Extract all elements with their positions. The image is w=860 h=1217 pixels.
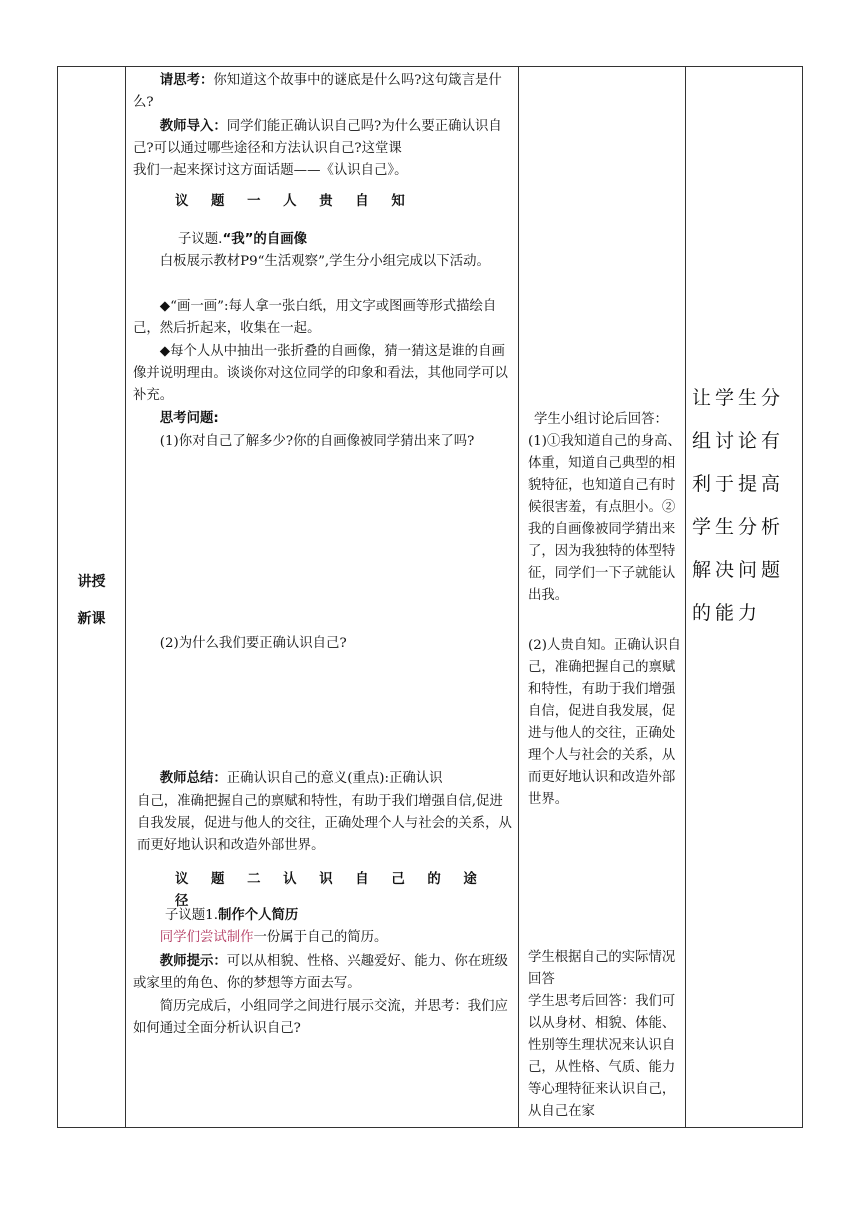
subtopic-two-prefix: 子议题1. bbox=[165, 908, 218, 923]
think-text: 你知道这个故事中的谜底是什么吗?这句箴言是什么? bbox=[133, 73, 502, 110]
lesson-plan-table bbox=[57, 66, 803, 1128]
student-answer-four: 学生思考后回答：我们可以从身材、相貌、体能、性别等生理状况来认识自己，从性格、气质、能力等心理特征来认识自己，从自己在家 bbox=[528, 994, 676, 1119]
column-divider bbox=[518, 67, 519, 1127]
student-answer-three: 学生根据自己的实际情况回答 bbox=[528, 950, 676, 987]
subtopic-two bbox=[165, 905, 515, 927]
think-label: 请思考： bbox=[159, 73, 214, 88]
column-divider bbox=[685, 67, 686, 1127]
summary-line bbox=[133, 768, 515, 790]
question-one: (1)你对自己了解多少?你的自画像被同学猜出来了吗? bbox=[159, 434, 475, 449]
intro-text: 同学们能正确认识自己吗?为什么要正确认识自己?可以通过哪些途径和方法认识自己?这堂课 bbox=[133, 119, 502, 156]
question-two: (2)为什么我们要正确认识自己? bbox=[159, 636, 347, 651]
subtopic-one-prefix: 子议题. bbox=[178, 232, 223, 247]
design-intent-text: 让学生分组讨论有利于提高学生分析解决问题的能力 bbox=[692, 387, 785, 624]
draw-activity: ◆“画一画”:每人拿一张白纸，用文字或图画等形式描绘自己，然后折起来，收集在一起。 bbox=[133, 299, 497, 336]
summary-label: 教师总结： bbox=[159, 771, 227, 786]
resume-highlight: 同学们尝试制作 bbox=[159, 930, 254, 945]
tip-text: 可以从相貌、性格、兴趣爱好、能力、你在班级或家里的角色、你的梦想等方面去写。 bbox=[133, 954, 508, 991]
resume-text: 一份属于自己的简历。 bbox=[253, 930, 388, 945]
row-label-line2: 新课 bbox=[77, 611, 106, 627]
resume-exchange: 简历完成后，小组同学之间进行展示交流，并思考：我们应如何通过全面分析认识自己? bbox=[133, 999, 508, 1036]
student-answer-intro: 学生小组讨论后回答： bbox=[534, 412, 668, 427]
summary-continuation: 自己，准确把握自己的禀赋和特性，有助于我们增强自信,促进自我发展，促进与他人的交往，正确处理个人与社会的关系，从而更好地认识和改造外部世界。 bbox=[137, 794, 512, 853]
subtopic-one bbox=[178, 229, 515, 251]
think-paragraph bbox=[133, 70, 515, 114]
question-label: 思考问题: bbox=[159, 411, 219, 426]
teacher-tip bbox=[133, 951, 515, 995]
topic-one-heading: 议 题 一 人 贵 自 知 bbox=[175, 194, 414, 209]
row-label bbox=[58, 572, 125, 629]
row-label-line1: 讲授 bbox=[77, 574, 106, 590]
subtopic-two-title: 制作个人简历 bbox=[217, 908, 299, 923]
student-answer-two: (2)人贵自知。正确认识自己，准确把握自己的禀赋和特性，有助于我们增强自信，促进自我发展，促进与他人的交往，正确处理个人与社会的关系，从而更好地认识和改造外部世界。 bbox=[528, 638, 681, 807]
subtopic-one-title: “我”的自画像 bbox=[222, 232, 307, 247]
topic-two-heading: 议 题 二 认 识 自 己 的 途 径 bbox=[175, 872, 486, 909]
tip-label: 教师提示： bbox=[159, 954, 227, 969]
resume-paragraph bbox=[133, 927, 515, 949]
student-answer-one: (1)①我知道自己的身高、体重，知道自己典型的相貌特征，也知道自己有时候很害羞，有点胆小。②我的自画像被同学猜出来了，因为我独特的体型特征，同学们一下子就能认出我。 bbox=[528, 434, 681, 603]
design-intent-column bbox=[692, 377, 798, 635]
summary-text: 正确认识自己的意义(重点):正确认识 bbox=[226, 771, 443, 786]
guess-activity: ◆每个人从中抽出一张折叠的自画像，猜一猜这是谁的自画像并说明理由。谈谈你对这位同学的印象和看法，其他同学可以补充。 bbox=[133, 344, 508, 403]
column-divider bbox=[125, 67, 126, 1127]
intro-label: 教师导入： bbox=[159, 119, 227, 134]
intro-continuation: 我们一起来探讨这方面话题——《认识自己》。 bbox=[133, 163, 408, 178]
whiteboard-paragraph: 白板展示教材P9“生活观察”,学生分小组完成以下活动。 bbox=[159, 254, 490, 269]
intro-paragraph bbox=[133, 116, 515, 160]
